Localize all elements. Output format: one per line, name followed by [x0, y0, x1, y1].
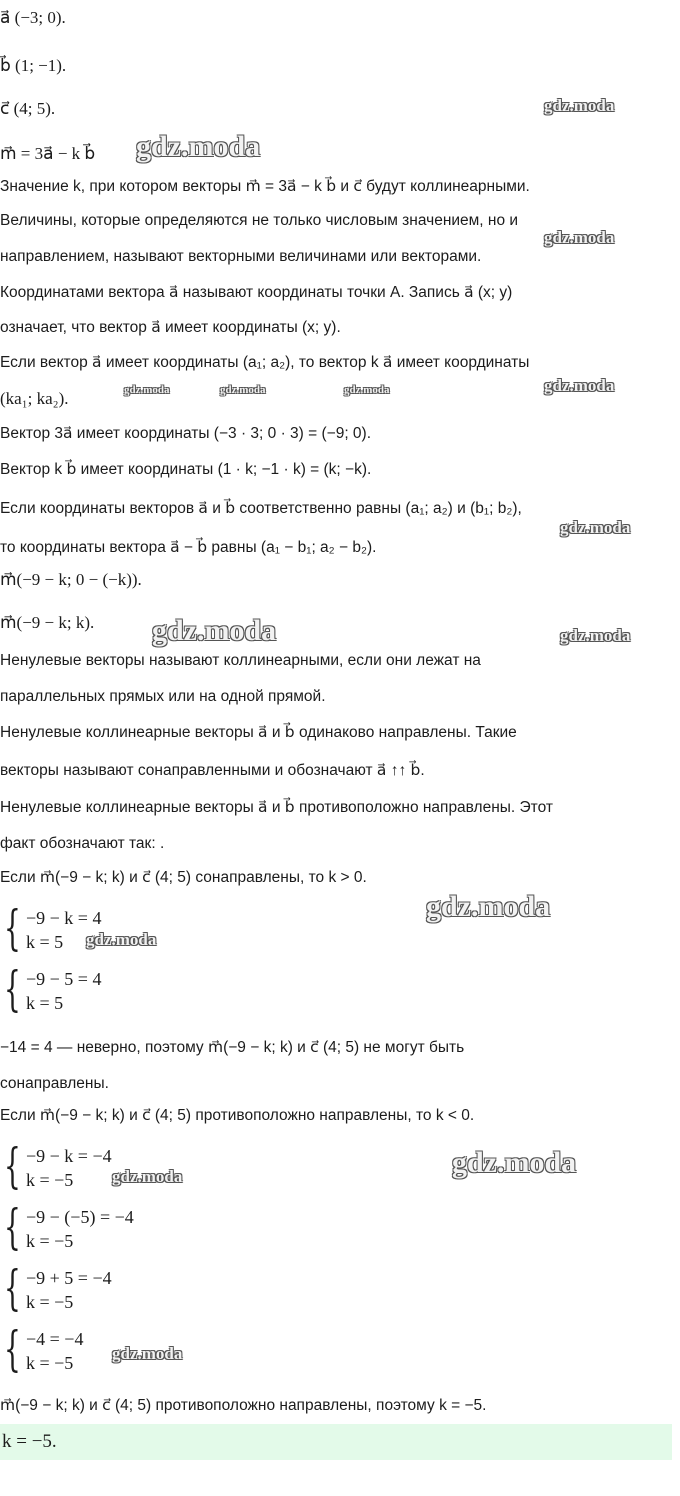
brace-symbol: { [4, 1260, 21, 1316]
line-scalar-rule-1: Если вектор a⃗ имеет координаты (a₁; a₂), то вектор k a⃗ имеет координаты [0, 354, 530, 371]
watermark: gdz.moda [124, 384, 170, 396]
line-collinear-def-1: Ненулевые векторы называют коллинеарными, если они лежат на [0, 652, 481, 669]
system-row: k = 5 [26, 932, 64, 952]
system-row: k = −5 [26, 1353, 74, 1373]
watermark: gdz.moda [86, 930, 157, 949]
system-row: k = −5 [26, 1292, 74, 1312]
watermark: gdz.moda [544, 376, 615, 395]
system-row: −9 − k = 4 [26, 908, 102, 928]
line-contradiction-1: −14 = 4 — неверно, поэтому m⃗(−9 − k; k) и c⃗ (4; 5) не могут быть [0, 1039, 465, 1056]
line-contradiction-2: сонаправлены. [0, 1075, 109, 1092]
watermark: gdz.moda [544, 228, 615, 247]
system-row: k = −5 [26, 1170, 74, 1190]
line-def-2: направлением, называют векторными величинами или векторами. [0, 248, 482, 265]
line-coords-1: Координатами вектора a⃗ называют координаты точки A. Запись a⃗ (x; y) [0, 284, 513, 301]
watermark: gdz.moda [152, 614, 277, 647]
brace-symbol: { [4, 900, 21, 956]
line-collinear-def-2: параллельных прямых или на одной прямой. [0, 688, 326, 705]
watermark: gdz.moda [112, 1167, 183, 1186]
line-vector-b: b⃗ (1; −1). [0, 56, 67, 75]
line-opposite-1: Ненулевые коллинеарные векторы a⃗ и b⃗ противоположно направлены. Этот [0, 799, 553, 816]
line-m-coords-2: m⃗(−9 − k; k). [0, 613, 95, 632]
line-m-coords-1: m⃗(−9 − k; 0 − (−k)). [0, 570, 142, 589]
line-coords-2: означает, что вектор a⃗ имеет координаты (x; y). [0, 319, 341, 336]
system-row: −9 − (−5) = −4 [26, 1207, 134, 1227]
system-row: k = −5 [26, 1231, 74, 1251]
answer-box [0, 1424, 672, 1460]
line-case-codirected: Если m⃗(−9 − k; k) и c⃗ (4; 5) сонаправлены, то k > 0. [0, 869, 367, 886]
watermark: gdz.moda [452, 1146, 577, 1179]
line-conclusion: m⃗(−9 − k; k) и c⃗ (4; 5) противоположно направлены, поэтому k = −5. [0, 1397, 487, 1414]
brace-symbol: { [4, 1321, 21, 1377]
system-row: −9 − k = −4 [26, 1146, 112, 1166]
watermark: gdz.moda [544, 96, 615, 115]
line-vector-c: c⃗ (4; 5). [0, 99, 56, 118]
line-vector-a: a⃗ (−3; 0). [0, 8, 66, 27]
system-row: −9 − 5 = 4 [26, 969, 102, 989]
line-def-1: Величины, которые определяются не только числовым значением, но и [0, 212, 519, 229]
line-diff-rule-2: то координаты вектора a⃗ − b⃗ равны (a₁ − b₁; a₂ − b₂). [0, 539, 377, 556]
line-kb: Вектор k b⃗ имеет координаты (1 · k; −1 · k) = (k; −k). [0, 461, 372, 478]
watermark: gdz.moda [112, 1344, 183, 1363]
line-scalar-rule-2: (ka₁; ka₂). [0, 389, 69, 408]
system-row: −9 + 5 = −4 [26, 1268, 112, 1288]
line-vector-m: m⃗ = 3a⃗ − k b⃗ [0, 144, 96, 163]
line-case-opposite: Если m⃗(−9 − k; k) и c⃗ (4; 5) противоположно направлены, то k < 0. [0, 1107, 475, 1124]
watermark: gdz.moda [136, 130, 261, 163]
watermark: gdz.moda [344, 384, 390, 396]
watermark: gdz.moda [426, 890, 551, 923]
watermark: gdz.moda [560, 518, 631, 537]
watermark: gdz.moda [220, 384, 266, 396]
line-opposite-2: факт обозначают так: . [0, 835, 165, 852]
line-3a: Вектор 3a⃗ имеет координаты (−3 · 3; 0 · 3) = (−9; 0). [0, 425, 372, 442]
brace-symbol: { [4, 1138, 21, 1194]
brace-symbol: { [4, 961, 21, 1017]
watermark: gdz.moda [560, 626, 631, 645]
line-codirected-1: Ненулевые коллинеарные векторы a⃗ и b⃗ одинаково направлены. Такие [0, 724, 517, 741]
line-task: Значение k, при котором векторы m⃗ = 3a⃗ − k b⃗ и c⃗ будут коллинеарными. [0, 178, 530, 195]
brace-symbol: { [4, 1199, 21, 1255]
answer-text: k = −5. [2, 1431, 57, 1452]
system-row: k = 5 [26, 993, 64, 1013]
line-codirected-2: векторы называют сонаправленными и обозначают a⃗ ↑↑ b⃗. [0, 762, 425, 779]
system-row: −4 = −4 [26, 1329, 84, 1349]
line-diff-rule-1: Если координаты векторов a⃗ и b⃗ соответственно равны (a₁; a₂) и (b₁; b₂), [0, 500, 522, 517]
